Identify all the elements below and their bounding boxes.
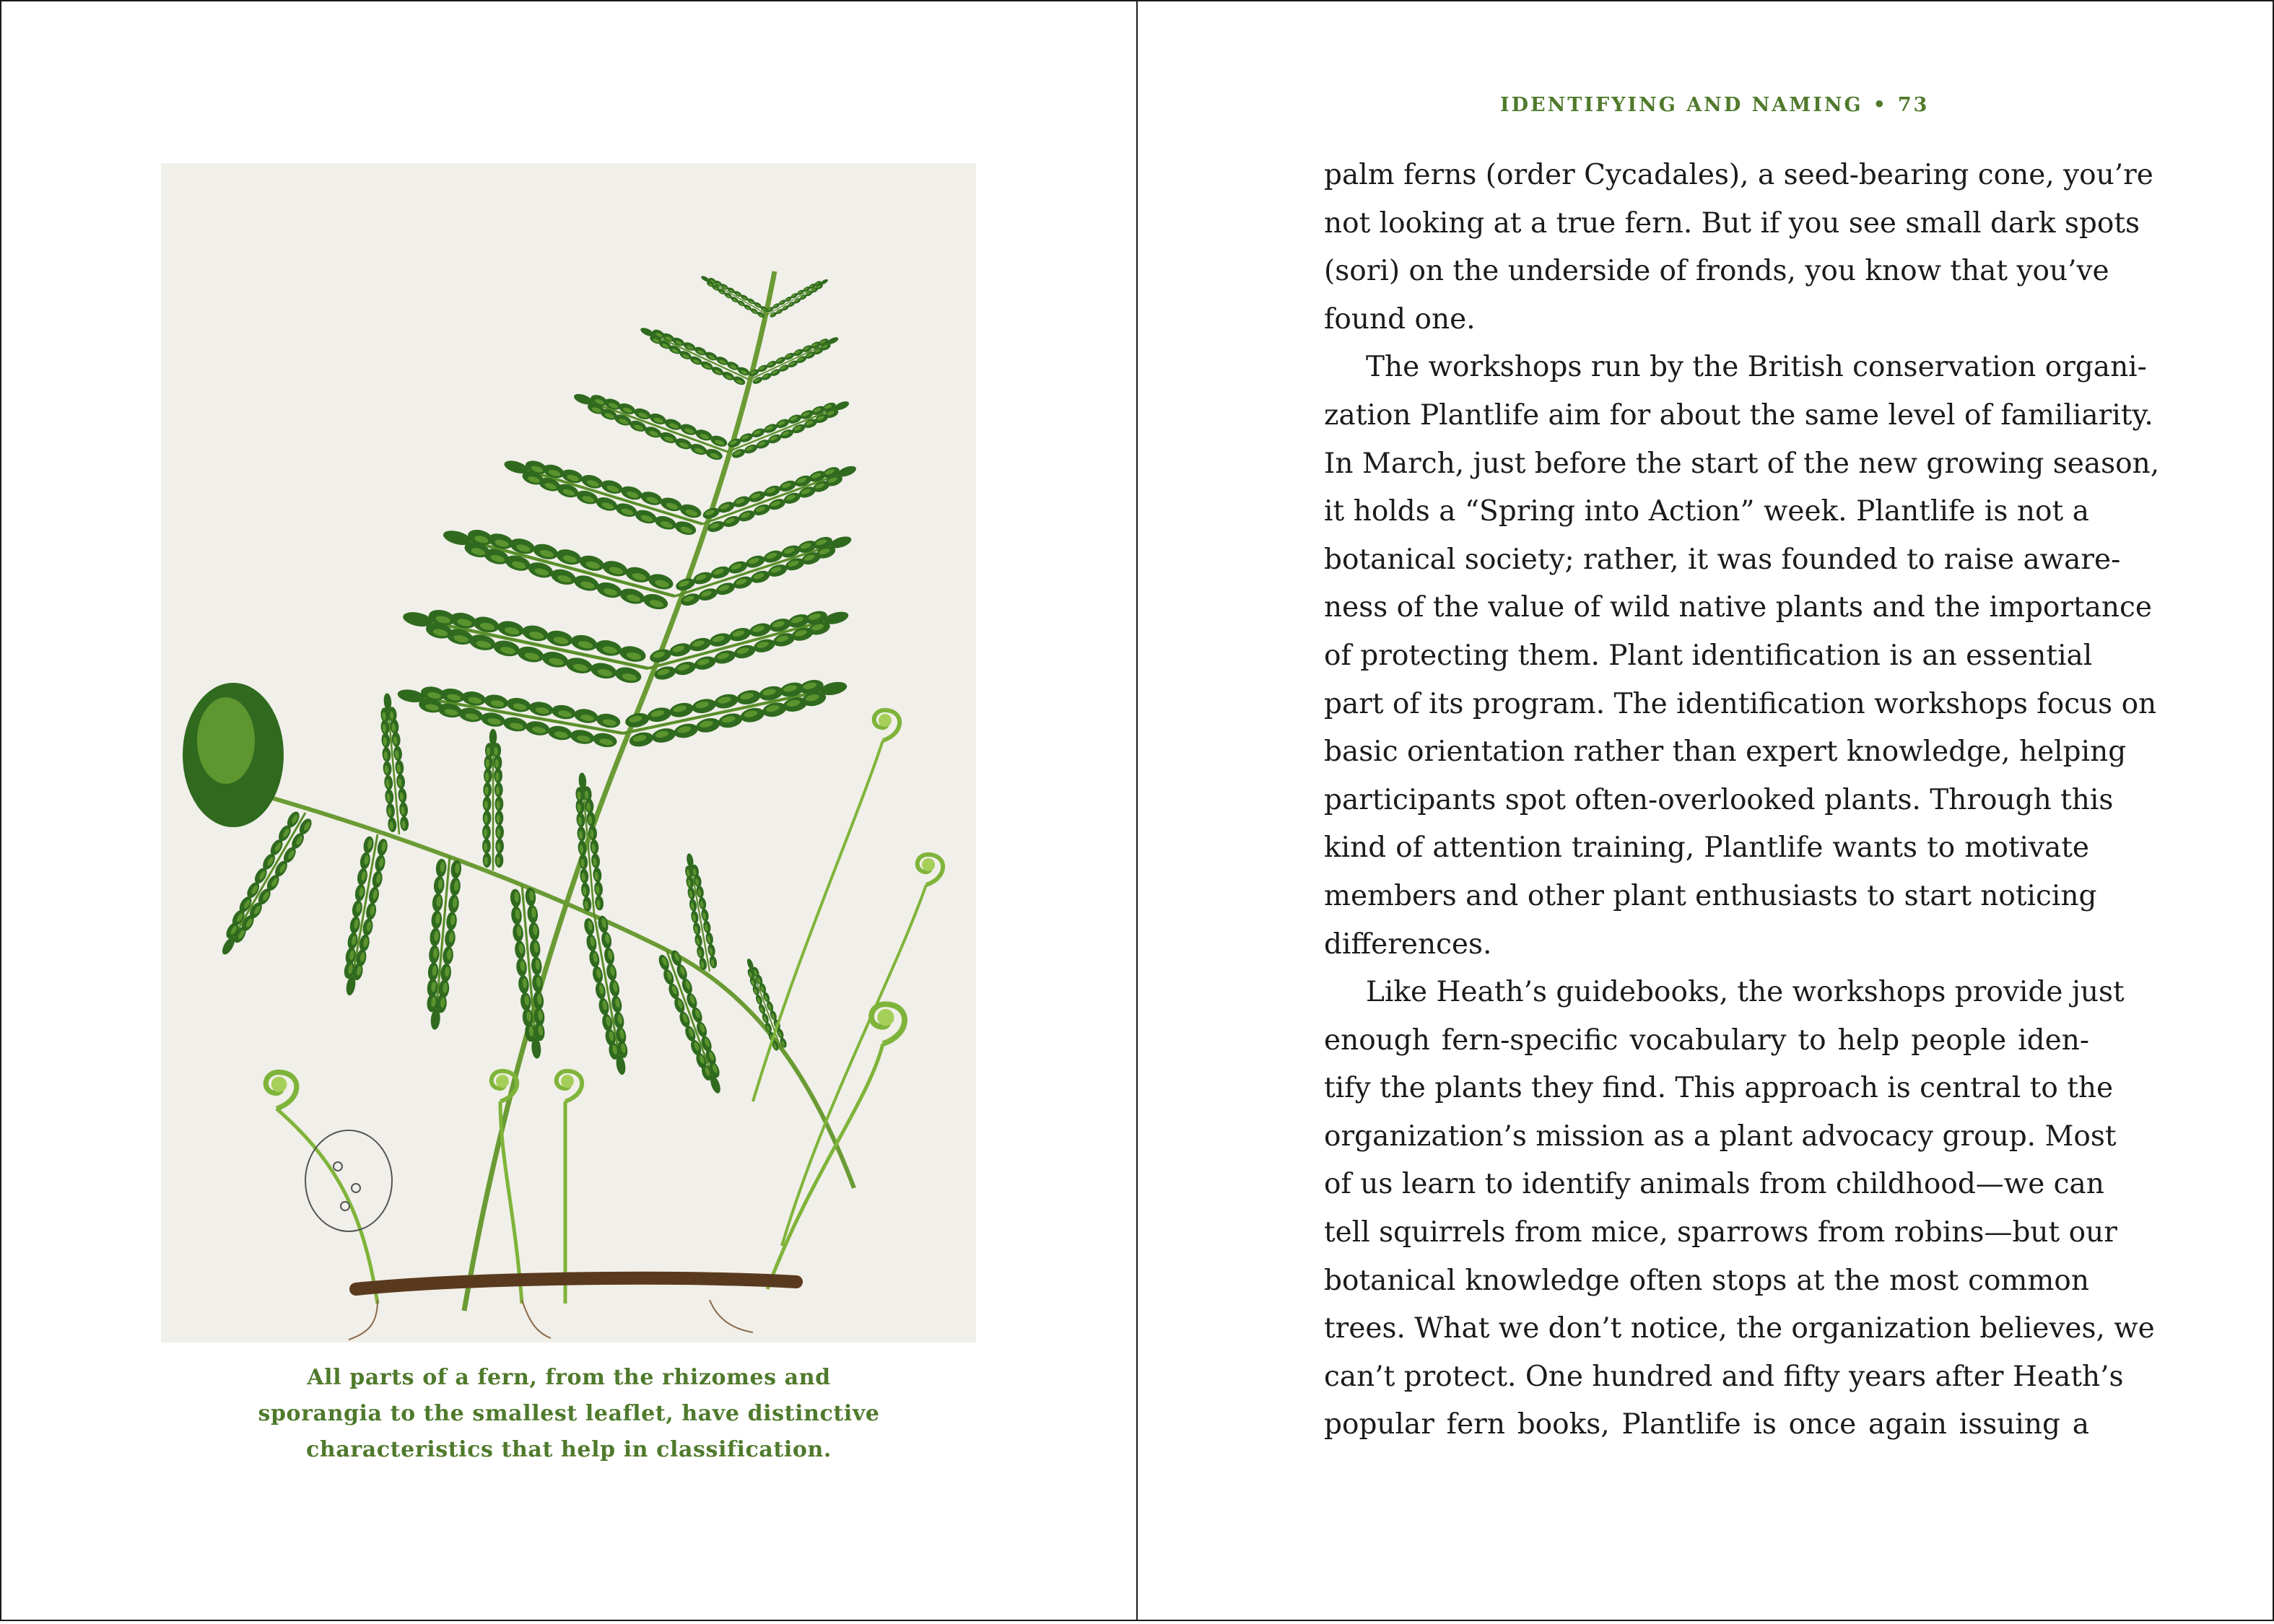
figure-caption bbox=[182, 1360, 956, 1468]
text-line: trees. What we don’t notice, the organization believes, we bbox=[1324, 1312, 2155, 1345]
text-line: can’t protect. One hundred and fifty years after Heath’s bbox=[1324, 1360, 2124, 1393]
text-line: of us learn to identify animals from childhood—we can bbox=[1324, 1168, 2104, 1201]
text-line: popular fern books, Plantlife is once again issuing a bbox=[1324, 1408, 2089, 1441]
text-line: botanical society; rather, it was founded to raise aware- bbox=[1324, 543, 2121, 576]
text-line: Like Heath’s guidebooks, the workshops provide just bbox=[1366, 976, 2125, 1009]
text-line: palm ferns (order Cycadales), a seed-bearing cone, you’re bbox=[1324, 159, 2153, 191]
caption-line: All parts of a fern, from the rhizomes and bbox=[307, 1365, 831, 1390]
running-head-title: IDENTIFYING AND NAMING bbox=[1500, 94, 1863, 116]
text-line: part of its program. The identification workshops focus on bbox=[1324, 687, 2157, 720]
fern-illustration-icon bbox=[161, 163, 976, 1343]
fern-illustration-plate bbox=[161, 163, 976, 1343]
text-line: In March, just before the start of the new growing season, bbox=[1324, 447, 2160, 480]
left-page bbox=[0, 0, 1138, 1621]
text-line: differences. bbox=[1324, 927, 1492, 961]
text-line: tell squirrels from mice, sparrows from robins—but our bbox=[1324, 1216, 2117, 1249]
text-line: found one. bbox=[1324, 302, 1476, 336]
text-line: enough fern-specific vocabulary to help people iden- bbox=[1324, 1023, 2089, 1057]
text-line: not looking at a true fern. But if you see small dark spots bbox=[1324, 206, 2140, 240]
text-line: botanical knowledge often stops at the most common bbox=[1324, 1264, 2089, 1297]
text-line: participants spot often-overlooked plants. Through this bbox=[1324, 783, 2114, 816]
running-head bbox=[0, 94, 2274, 116]
text-line: members and other plant enthusiasts to start noticing bbox=[1324, 879, 2097, 912]
text-line: of protecting them. Plant identification is an essential bbox=[1324, 639, 2093, 672]
running-head-separator: • bbox=[1873, 94, 1888, 116]
text-line: The workshops run by the British conservation organi- bbox=[1366, 351, 2147, 384]
text-line: (sori) on the underside of fronds, you know that you’ve bbox=[1324, 255, 2109, 288]
page-number: 73 bbox=[1897, 94, 1930, 116]
text-line: basic orientation rather than expert knowledge, helping bbox=[1324, 735, 2127, 769]
text-line: zation Plantlife aim for about the same level of familiarity. bbox=[1324, 398, 2153, 432]
caption-line: sporangia to the smallest leaflet, have distinctive bbox=[258, 1401, 880, 1426]
text-line: kind of attention training, Plantlife wants to motivate bbox=[1324, 831, 2089, 865]
text-line: tify the plants they find. This approach is central to the bbox=[1324, 1072, 2114, 1105]
body-text bbox=[1324, 152, 2160, 1449]
caption-line: characteristics that help in classification. bbox=[306, 1437, 832, 1462]
text-line: ness of the value of wild native plants and the importance bbox=[1324, 591, 2152, 624]
text-line: organization’s mission as a plant advocacy group. Most bbox=[1324, 1119, 2117, 1153]
text-line: it holds a “Spring into Action” week. Plantlife is not a bbox=[1324, 495, 2089, 528]
